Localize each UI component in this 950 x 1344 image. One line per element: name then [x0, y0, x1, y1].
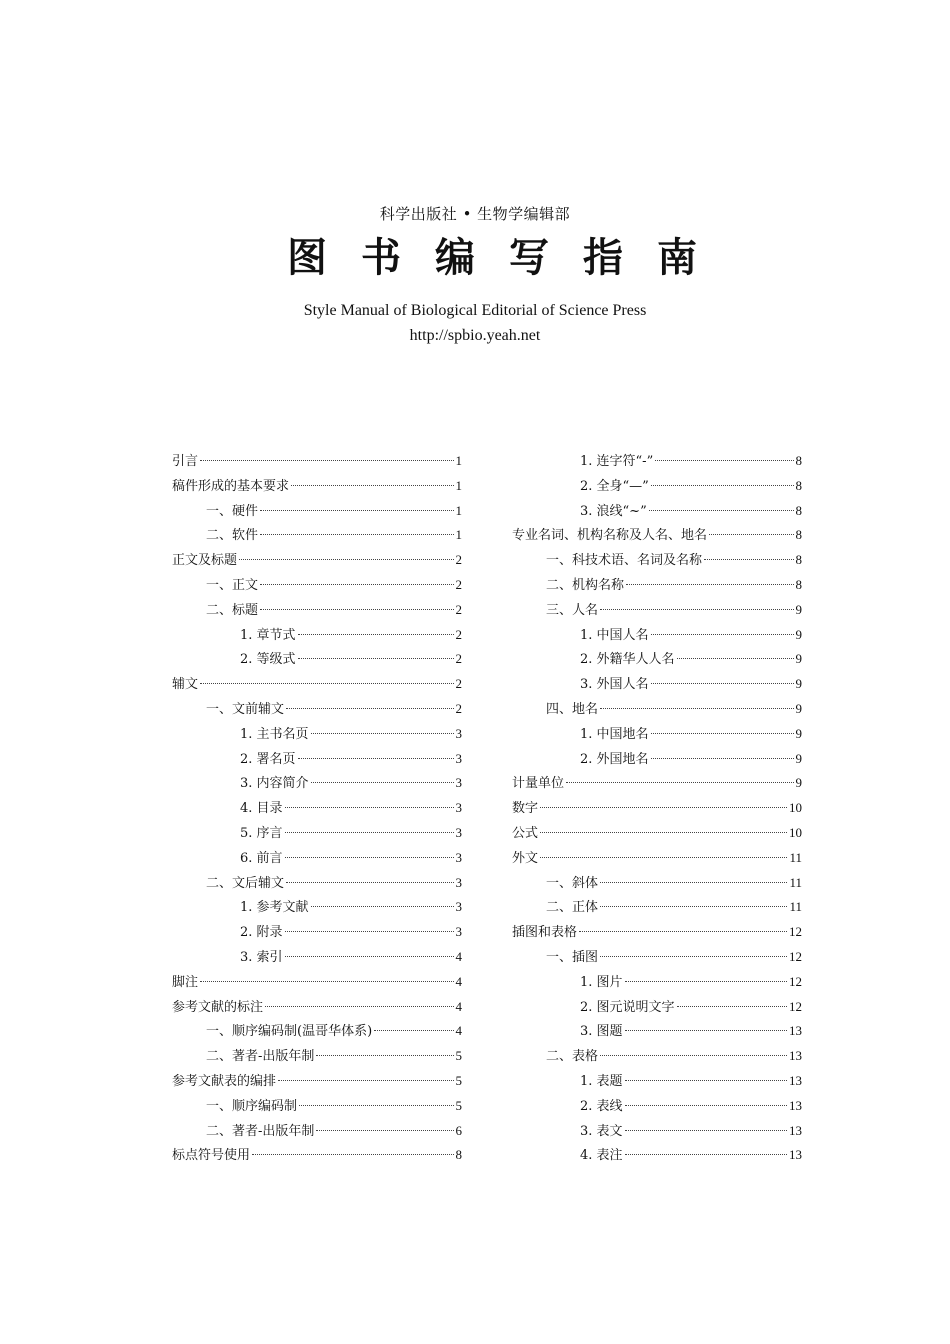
toc-entry-label: 二、机构名称: [546, 577, 625, 593]
toc-entry-label: 3. 浪线“~”: [580, 503, 647, 519]
dot-leader: [316, 1130, 453, 1131]
dot-leader: [200, 683, 453, 684]
toc-entry[interactable]: [172, 922, 462, 947]
toc-entry[interactable]: [172, 600, 462, 625]
toc-entry-page: 8: [795, 527, 802, 543]
dot-leader: [285, 857, 454, 858]
toc-entry-page: 10: [789, 800, 802, 816]
toc-entry-page: 2: [455, 576, 462, 592]
toc-entry[interactable]: [512, 922, 802, 947]
toc-entry-label: 1. 参考文献: [240, 900, 309, 916]
toc-entry-page: 3: [455, 775, 462, 791]
dot-leader: [600, 906, 787, 907]
toc-entry[interactable]: [172, 550, 462, 575]
toc-entry-page: 12: [789, 973, 802, 989]
toc-entry-label: 4. 表注: [580, 1148, 623, 1164]
toc-entry[interactable]: [512, 798, 802, 823]
toc-entry-label: 二、表格: [546, 1049, 599, 1065]
toc-entry[interactable]: [512, 600, 802, 625]
toc-right-column: [512, 451, 802, 1170]
toc-entry-label: 参考文献的标注: [172, 999, 264, 1015]
toc-entry-label: 一、插图: [546, 949, 599, 965]
dot-leader: [252, 1154, 453, 1155]
toc-entry-label: 1. 中国地名: [580, 726, 649, 742]
toc-entry-page: 12: [789, 948, 802, 964]
dot-leader: [286, 882, 453, 883]
toc-entry-label: 二、正体: [546, 900, 599, 916]
toc-entry-page: 1: [455, 502, 462, 518]
toc-entry-page: 12: [789, 998, 802, 1014]
website-url[interactable]: http://spbio.yeah.net: [409, 327, 541, 344]
toc-entry-label: 引言: [172, 454, 199, 469]
toc-entry-page: 8: [795, 453, 802, 468]
toc-entry-page: 4: [455, 998, 462, 1014]
dot-leader: [298, 634, 454, 635]
toc-entry-page: 9: [795, 750, 802, 766]
toc-entry-page: 9: [795, 601, 802, 617]
toc-entry-page: 9: [795, 676, 802, 692]
dot-leader: [316, 1055, 453, 1056]
toc-entry-page: 2: [455, 552, 462, 568]
dot-leader: [579, 931, 787, 932]
dot-leader: [600, 609, 793, 610]
toc-entry-label: 二、标题: [206, 602, 259, 618]
toc-entry-label: 2. 等级式: [240, 652, 296, 668]
toc-entry-label: 二、软件: [206, 528, 259, 544]
dot-leader: [651, 634, 794, 635]
dot-leader: [677, 1006, 787, 1007]
toc-entry-label: 数字: [512, 801, 539, 817]
dot-leader: [540, 857, 787, 858]
dot-leader: [260, 584, 453, 585]
toc-entry[interactable]: [512, 501, 802, 526]
toc-entry-label: 插图和表格: [512, 925, 578, 941]
toc-entry-label: 一、文前辅文: [206, 701, 285, 717]
toc-entry-label: 3. 内容简介: [240, 776, 309, 792]
toc-entry-page: 3: [455, 924, 462, 940]
dot-leader: [311, 733, 454, 734]
english-subtitle: Style Manual of Biological Editorial of Science Press: [303, 302, 647, 319]
toc-entry[interactable]: [512, 1145, 802, 1170]
toc-entry-label: 三、人名: [546, 602, 599, 618]
toc-entry[interactable]: [512, 649, 802, 674]
toc-entry-label: 二、著者-出版年制: [206, 1123, 315, 1139]
toc-entry-page: 5: [455, 1097, 462, 1113]
toc-entry[interactable]: [512, 1121, 802, 1146]
toc-entry-page: 6: [455, 1122, 462, 1138]
toc-entry-label: 外文: [512, 850, 539, 866]
document-title: 图书编写指南: [287, 235, 731, 281]
toc-entry[interactable]: [512, 674, 802, 699]
dot-leader: [677, 658, 794, 659]
dot-leader: [374, 1030, 453, 1031]
toc-entry-label: 2. 外国地名: [580, 751, 649, 767]
dot-leader: [311, 782, 454, 783]
toc-entry-page: 3: [455, 824, 462, 840]
toc-entry-page: 2: [455, 700, 462, 716]
toc-entry-page: 3: [455, 874, 462, 890]
dot-leader: [600, 956, 787, 957]
toc-entry-label: 一、顺序编码制: [206, 1098, 298, 1114]
toc-entry-label: 1. 图片: [580, 974, 623, 990]
toc-entry-label: 2. 图元说明文字: [580, 999, 675, 1015]
toc-entry[interactable]: [512, 972, 802, 997]
dot-leader: [286, 708, 453, 709]
toc-entry[interactable]: [172, 1046, 462, 1071]
toc-entry[interactable]: [512, 997, 802, 1022]
toc-entry[interactable]: [512, 699, 802, 724]
toc-entry-label: 一、硬件: [206, 503, 259, 519]
toc-entry-page: 8: [795, 576, 802, 592]
dot-leader: [311, 906, 454, 907]
dot-leader: [649, 510, 794, 511]
toc-entry[interactable]: [512, 947, 802, 972]
toc-entry[interactable]: [172, 749, 462, 774]
dot-leader: [239, 559, 453, 560]
toc-entry-page: 8: [795, 502, 802, 518]
dot-leader: [299, 1105, 453, 1106]
toc-entry[interactable]: [172, 525, 462, 550]
toc-entry[interactable]: [172, 649, 462, 674]
dot-leader: [285, 931, 454, 932]
toc-entry[interactable]: [172, 1145, 462, 1170]
toc-entry[interactable]: [512, 873, 802, 898]
toc-entry-label: 1. 表题: [580, 1073, 623, 1089]
toc-left-column: [172, 451, 462, 1170]
toc-entry-label: 2. 署名页: [240, 751, 296, 767]
toc-entry[interactable]: [172, 997, 462, 1022]
toc-entry-page: 2: [455, 626, 462, 642]
dot-leader: [709, 534, 793, 535]
toc-entry-label: 3. 图题: [580, 1024, 623, 1040]
dot-leader: [285, 807, 454, 808]
toc-entry-label: 标点符号使用: [172, 1148, 251, 1164]
toc-entry-label: 2. 外籍华人人名: [580, 652, 675, 668]
toc-entry[interactable]: [172, 798, 462, 823]
toc-entry-page: 1: [455, 477, 462, 493]
toc-entry[interactable]: [512, 749, 802, 774]
toc-entry-label: 1. 主书名页: [240, 726, 309, 742]
toc-entry-page: 8: [455, 1147, 462, 1163]
toc-entry[interactable]: [172, 1071, 462, 1096]
dot-leader: [625, 1080, 787, 1081]
toc-entry-label: 2. 全身“—”: [580, 478, 649, 494]
toc-entry-label: 2. 表线: [580, 1098, 623, 1114]
dot-leader: [200, 460, 453, 461]
toc-entry[interactable]: [172, 501, 462, 526]
dot-leader: [626, 584, 793, 585]
toc-entry-page: 13: [789, 1147, 802, 1163]
toc-entry-page: 4: [455, 1023, 462, 1039]
toc-entry-label: 计量单位: [512, 776, 565, 792]
toc-entry[interactable]: [512, 823, 802, 848]
dot-leader: [600, 708, 793, 709]
toc-entry-label: 参考文献表的编排: [172, 1073, 277, 1089]
dot-leader: [285, 832, 454, 833]
toc-entry[interactable]: [512, 1071, 802, 1096]
dot-leader: [600, 1055, 787, 1056]
toc-entry-page: 5: [455, 1048, 462, 1064]
toc-entry[interactable]: [512, 1046, 802, 1071]
toc-entry-page: 9: [795, 775, 802, 791]
dot-leader: [298, 758, 454, 759]
dot-leader: [704, 559, 793, 560]
toc-entry[interactable]: [172, 848, 462, 873]
toc-entry[interactable]: [172, 476, 462, 501]
toc-entry-label: 二、文后辅文: [206, 875, 285, 891]
dot-leader: [566, 782, 793, 783]
toc-entry-page: 10: [789, 824, 802, 840]
toc-entry-page: 13: [789, 1048, 802, 1064]
dot-leader: [625, 1130, 787, 1131]
toc-entry-label: 辅文: [172, 677, 199, 693]
toc-entry-page: 13: [789, 1023, 802, 1039]
dot-leader: [655, 460, 793, 461]
toc-entry-label: 6. 前言: [240, 850, 283, 866]
toc-entry-label: 一、科技术语、名词及名称: [546, 553, 703, 569]
toc-entry-page: 9: [795, 700, 802, 716]
toc-entry[interactable]: [172, 575, 462, 600]
toc-entry-page: 1: [455, 453, 462, 468]
dot-leader: [540, 832, 787, 833]
dot-leader: [625, 1105, 787, 1106]
toc-entry-page: 9: [795, 725, 802, 741]
toc-entry[interactable]: [512, 1021, 802, 1046]
dot-leader: [625, 1154, 787, 1155]
toc-entry-label: 1. 中国人名: [580, 627, 649, 643]
dot-leader: [200, 981, 453, 982]
toc-entry[interactable]: [172, 1096, 462, 1121]
toc-entry[interactable]: [172, 451, 462, 476]
toc-entry[interactable]: [512, 848, 802, 873]
toc-entry[interactable]: [512, 773, 802, 798]
toc-entry-page: 11: [789, 849, 802, 865]
toc-entry[interactable]: [512, 575, 802, 600]
dot-leader: [260, 534, 453, 535]
toc-entry-page: 13: [789, 1122, 802, 1138]
toc-entry[interactable]: [172, 947, 462, 972]
dot-leader: [651, 733, 794, 734]
toc-entry-page: 12: [789, 924, 802, 940]
toc-entry[interactable]: [172, 773, 462, 798]
toc-entry-page: 1: [455, 527, 462, 543]
toc-entry-page: 9: [795, 651, 802, 667]
toc-entry[interactable]: [172, 972, 462, 997]
dot-leader: [651, 683, 794, 684]
toc-entry-page: 9: [795, 626, 802, 642]
toc-entry[interactable]: [512, 476, 802, 501]
toc-entry-page: 4: [455, 948, 462, 964]
toc-entry[interactable]: [172, 724, 462, 749]
toc-entry[interactable]: [512, 525, 802, 550]
toc-entry-label: 专业名词、机构名称及人名、地名: [512, 528, 708, 544]
toc-entry-page: 2: [455, 676, 462, 692]
toc-entry-page: 13: [789, 1097, 802, 1113]
toc-entry-label: 2. 附录: [240, 925, 283, 941]
toc-entry-label: 一、顺序编码制(温哥华体系): [206, 1024, 373, 1040]
toc-entry-label: 脚注: [172, 974, 199, 990]
toc-entry-page: 5: [455, 1072, 462, 1088]
toc-entry-label: 一、正文: [206, 577, 259, 593]
toc-entry-label: 1. 连字符“-”: [580, 454, 654, 469]
toc-entry-label: 稿件形成的基本要求: [172, 478, 290, 494]
toc-entry-label: 3. 索引: [240, 949, 283, 965]
toc-entry[interactable]: [512, 724, 802, 749]
toc-entry[interactable]: [512, 625, 802, 650]
toc-entry-page: 3: [455, 800, 462, 816]
toc-entry-label: 3. 外国人名: [580, 677, 649, 693]
toc-entry[interactable]: [172, 873, 462, 898]
toc-entry[interactable]: [172, 674, 462, 699]
toc-entry-page: 8: [795, 552, 802, 568]
toc-entry[interactable]: [172, 1021, 462, 1046]
dot-leader: [540, 807, 787, 808]
toc-entry-page: 3: [455, 725, 462, 741]
toc-entry-label: 公式: [512, 825, 539, 841]
toc-entry-page: 8: [795, 477, 802, 493]
toc-entry-page: 11: [789, 874, 802, 890]
toc-entry-label: 一、斜体: [546, 875, 599, 891]
dot-leader: [298, 658, 454, 659]
dot-leader: [651, 485, 794, 486]
dot-leader: [651, 758, 794, 759]
dot-leader: [291, 485, 453, 486]
dot-leader: [260, 609, 453, 610]
toc-entry[interactable]: [512, 550, 802, 575]
toc-entry[interactable]: [172, 625, 462, 650]
toc-entry-label: 4. 目录: [240, 801, 283, 817]
toc-entry-page: 3: [455, 899, 462, 915]
toc-entry-page: 4: [455, 973, 462, 989]
dot-leader: [625, 981, 787, 982]
toc-entry[interactable]: [512, 897, 802, 922]
dot-leader: [260, 510, 453, 511]
toc-entry[interactable]: [512, 451, 802, 476]
dot-leader: [600, 882, 787, 883]
publisher-line: 科学出版社 • 生物学编辑部: [379, 205, 571, 223]
dot-leader: [285, 956, 454, 957]
toc-entry-page: 13: [789, 1072, 802, 1088]
toc-entry[interactable]: [172, 897, 462, 922]
toc-entry-label: 二、著者-出版年制: [206, 1049, 315, 1065]
dot-leader: [265, 1006, 453, 1007]
toc-entry-label: 正文及标题: [172, 553, 238, 569]
toc-entry[interactable]: [172, 823, 462, 848]
dot-leader: [278, 1080, 453, 1081]
toc-entry-label: 四、地名: [546, 701, 599, 717]
toc-entry[interactable]: [172, 699, 462, 724]
toc-entry-label: 3. 表文: [580, 1123, 623, 1139]
toc-entry-page: 2: [455, 651, 462, 667]
toc-entry-page: 3: [455, 750, 462, 766]
dot-leader: [625, 1030, 787, 1031]
toc-entry-label: 1. 章节式: [240, 627, 296, 643]
toc-entry-page: 11: [789, 899, 802, 915]
toc-entry-page: 2: [455, 601, 462, 617]
toc-entry[interactable]: [512, 1096, 802, 1121]
toc-entry-page: 3: [455, 849, 462, 865]
toc-entry-label: 5. 序言: [240, 825, 283, 841]
toc-entry[interactable]: [172, 1121, 462, 1146]
